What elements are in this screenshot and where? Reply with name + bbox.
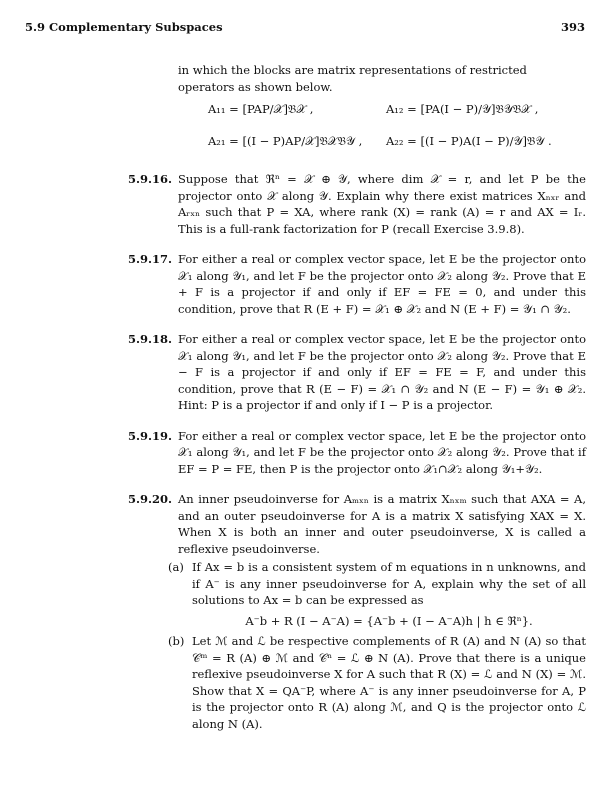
part-b-label: (b) bbox=[168, 634, 185, 648]
problem-label: 5.9.17. bbox=[128, 252, 173, 266]
running-header bbox=[25, 20, 585, 34]
part-a-label: (a) bbox=[168, 560, 184, 574]
problem-text: For either a real or complex vector space, let E be the projector onto 𝒳₁ along 𝒴₁, and let F be the projector onto 𝒳₂ along 𝒴₂. Prove that if EF = P = FE, then P is the projector onto 𝒳₁∩𝒳₂ along 𝒴₁+𝒴₂. bbox=[178, 428, 586, 476]
section-title: 5.9 Complementary Subspaces bbox=[25, 20, 223, 34]
problem-label: 5.9.19. bbox=[128, 428, 173, 443]
eq-a22: A₂₂ = [(I − P)A(I − P)/𝒴]𝔅𝒴 . bbox=[386, 134, 552, 148]
part-a bbox=[168, 559, 586, 629]
block-equations-row1 bbox=[130, 95, 586, 127]
problem-5-9-18 bbox=[130, 331, 586, 414]
problem-text: For either a real or complex vector space, let E be the projector onto 𝒳₁ along 𝒴₁, and let F be the projector onto 𝒳₂ along 𝒴₂. Prove that E + F is a projector if and only if EF = FE = 0, and under this condition, prove that R (E + F) = 𝒳₁ ⊕ 𝒳₂ and N (E + F) = 𝒴₁ ∩ 𝒴₂. bbox=[178, 252, 586, 316]
problem-label: 5.9.16. bbox=[128, 172, 173, 186]
page-number: 393 bbox=[560, 20, 585, 34]
eq-a11: A₁₁ = [PAP/𝒳]𝔅𝒳 , bbox=[208, 102, 314, 116]
block-equations-row2 bbox=[130, 127, 586, 159]
problem-label: 5.9.18. bbox=[128, 332, 173, 346]
problem-text: Suppose that ℜⁿ = 𝒳 ⊕ 𝒴, where dim 𝒳 = r, and let P be the projector onto 𝒳 along 𝒴. Explain why there exist matrices Xₙₓᵣ and Aᵣₓₙ such that P = XA, where rank (X) = rank (A) = r and AX = Iᵣ. This is a full-rank factorization for P (recall Exercise 3.9.8). bbox=[178, 172, 586, 236]
problem-5-9-16 bbox=[130, 171, 586, 237]
part-b bbox=[168, 633, 586, 732]
problem-5-9-17 bbox=[130, 251, 586, 317]
eq-a12: A₁₂ = [PA(I − P)/𝒴]𝔅𝒴𝔅𝒳 , bbox=[386, 102, 539, 116]
problem-text: An inner pseudoinverse for Aₘₓₙ is a matrix Xₙₓₘ such that AXA = A, and an outer pseudoinverse for A is a matrix X satisfying XAX = X. When X is both an inner and outer pseudoinverse, X is called a reflexive pseudoinverse. bbox=[178, 492, 586, 556]
part-b-text: Let ℳ and ℒ be respective complements of R (A) and N (A) so that 𝒞ᵐ = R (A) ⊕ ℳ and 𝒞ⁿ = ℒ ⊕ N (A). Prove that there is a unique reflexive pseudoinverse X for A such that R (X) = ℒ and N (X) = ℳ. Show that X = QA⁻P, where A⁻ is any inner pseudoinverse for A, P is the projector onto R (A) along ℳ, and Q is the projector onto ℒ along N (A). bbox=[192, 634, 586, 731]
intro-text: in which the blocks are matrix representations of restricted operators as shown below. bbox=[178, 63, 527, 94]
problem-5-9-19 bbox=[130, 428, 586, 478]
page-body bbox=[130, 62, 586, 746]
problem-text: For either a real or complex vector space, let E be the projector onto 𝒳₁ along 𝒴₁, and let F be the projector onto 𝒳₂ along 𝒴₂. Prove that E − F is a projector if and only if EF = FE = F, and under this condition, prove that R (E − F) = 𝒳₁ ∩ 𝒴₂ and N (E − F) = 𝒴₁ ⊕ 𝒳₂. Hint: P is a projector if and only if I − P is a projector. bbox=[178, 332, 586, 412]
part-a-text: If Ax = b is a consistent system of m equations in n unknowns, and if A⁻ is any inner pseudoinverse for A, explain why the set of all solutions to Ax = b can be expressed as bbox=[192, 560, 586, 607]
problem-label: 5.9.20. bbox=[128, 492, 173, 506]
eq-a21: A₂₁ = [(I − P)AP/𝒳]𝔅𝒳𝔅𝒴 , bbox=[208, 134, 363, 148]
problem-5-9-20 bbox=[130, 491, 586, 732]
part-a-equation: A⁻b + R (I − A⁻A) = {A⁻b + (I − A⁻A)h | h ∈ ℜⁿ}. bbox=[245, 613, 533, 628]
